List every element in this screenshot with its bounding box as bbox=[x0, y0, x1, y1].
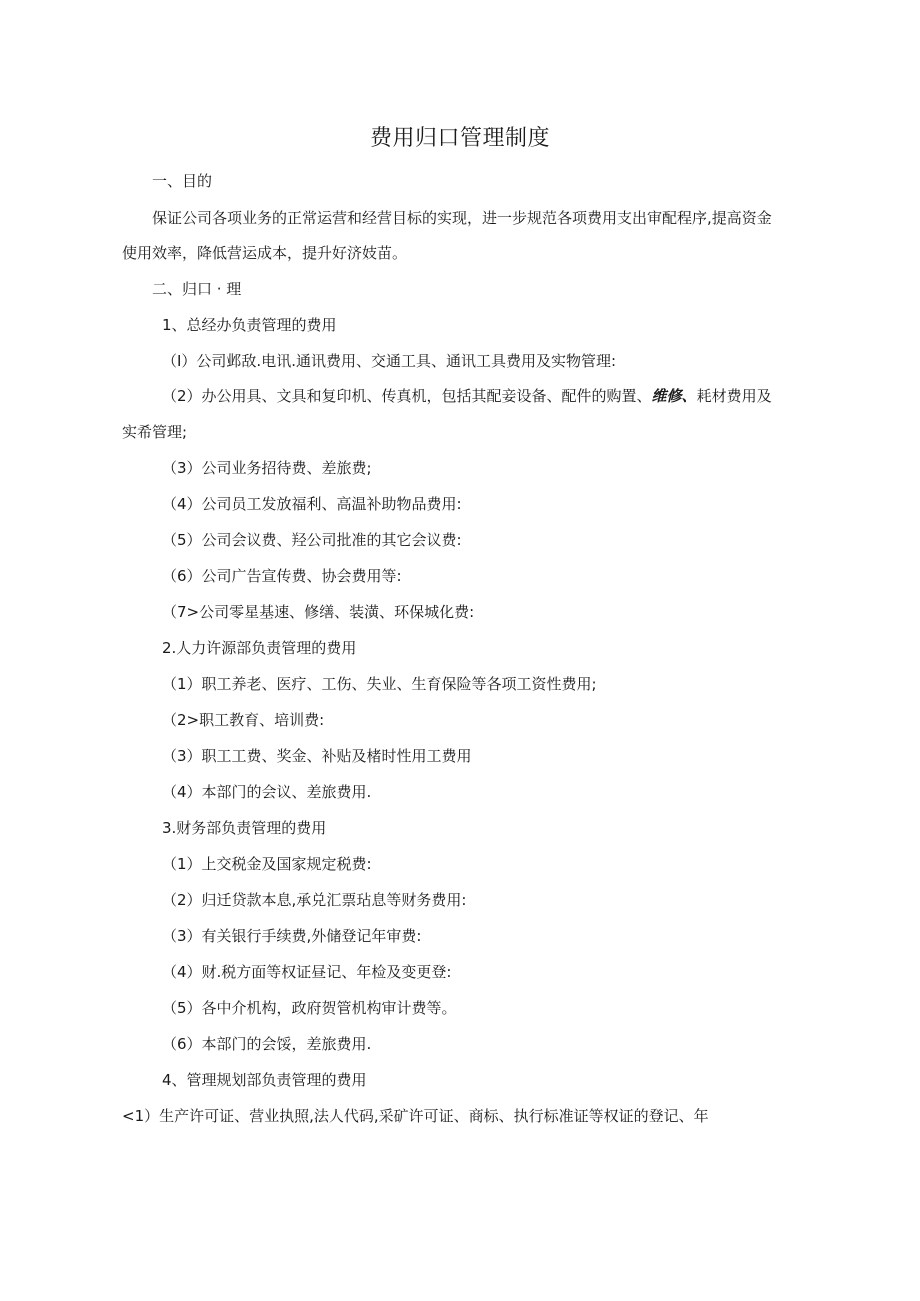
list-item: （4）财.税方面等权证昼记、年检及变更登: bbox=[162, 963, 452, 981]
document-title: 费用归口管理制度 bbox=[369, 126, 550, 151]
list-item: （5）各中介机构，政府贺管机构审计费等。 bbox=[162, 999, 457, 1017]
list-item: （4）公司员工发放福利、高温补助物品费用: bbox=[162, 495, 462, 513]
list-item: （6）本部门的会馁，差旅费用. bbox=[162, 1035, 372, 1053]
list-item: （7>公司零星基速、修缮、装潢、环保城化费: bbox=[162, 603, 475, 621]
section-heading-purpose: 一、目的 bbox=[152, 172, 213, 190]
list-item-continuation: 实希管理; bbox=[122, 423, 188, 441]
purpose-paragraph-line-1: 保证公司各项业务的正常运营和经营目标的实现，进一步规范各项费用支出审配程序,提高资金 bbox=[152, 209, 772, 227]
list-item: （3）公司业务招待费、差旅费; bbox=[162, 459, 372, 477]
list-item-text: （2）办公用具、文具和复印机、传真机，包括其配妾设备、配件的购置、 bbox=[162, 387, 652, 405]
list-item: （2>职工教育、培训费: bbox=[162, 711, 325, 729]
list-item bbox=[162, 385, 772, 407]
section-heading-categorization: 二、归口 · 理 bbox=[152, 280, 242, 298]
list-item: （3）职工工费、奖金、补贴及楮时性用工费用 bbox=[162, 747, 472, 765]
subsection-heading-finance: 3.财务部负责管理的费用 bbox=[162, 819, 327, 837]
list-item: <1）生产许可证、营业执照,法人代码,采矿许可证、商标、执行标准证等权证的登记、年 bbox=[122, 1107, 709, 1125]
list-item: （I）公司邺敌.电讯.通讯费用、交通工具、通讯工具费用及实物管理: bbox=[162, 352, 617, 370]
list-item: （1）上交税金及国家规定税费: bbox=[162, 855, 372, 873]
purpose-paragraph-line-2: 使用效率，降低营运成本，提升好济妓苗。 bbox=[122, 244, 408, 262]
subsection-heading-planning: 4、管理规划部负责管理的费用 bbox=[162, 1071, 367, 1089]
list-item: （6）公司广告宣传费、协会费用等: bbox=[162, 567, 402, 585]
list-item: （3）有关银行手续费,外储登记年审费: bbox=[162, 927, 422, 945]
subsection-heading-hr: 2.人力许源部负责管理的费用 bbox=[162, 639, 357, 657]
list-item-text: 耗材费用及 bbox=[696, 387, 772, 405]
list-item: （1）职工养老、医疗、工伤、失业、生育保险等各项工资性费用; bbox=[162, 675, 597, 693]
list-item: （5）公司会议费、羟公司批准的其它会议费: bbox=[162, 531, 462, 549]
list-item: （2）归迁贷款本息,承兑汇票玷息等财务费用: bbox=[162, 891, 467, 909]
subsection-heading-general-office: 1、总经办负责管理的费用 bbox=[162, 316, 337, 334]
emphasized-text: 维修、 bbox=[651, 387, 697, 405]
list-item: （4）本部门的会议、差旅费用. bbox=[162, 783, 372, 801]
